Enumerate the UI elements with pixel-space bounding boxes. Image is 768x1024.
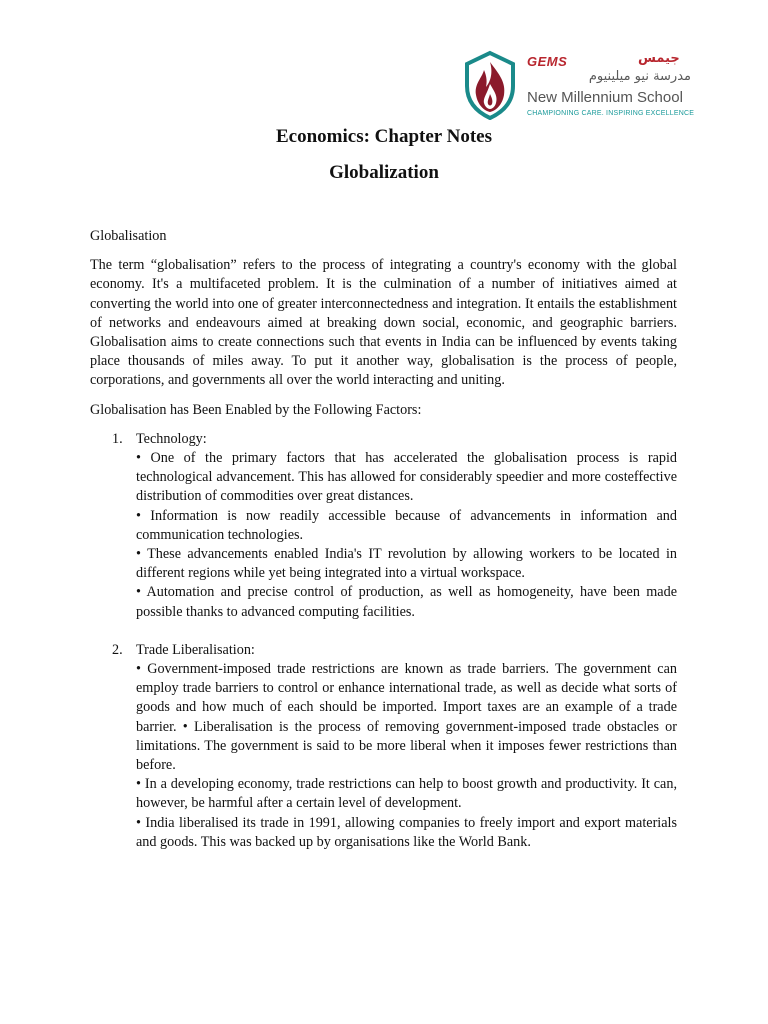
- logo-brand-arabic: جيمس: [638, 51, 680, 66]
- bullet-point: • Government-imposed trade restrictions are known as trade barriers. The government can employ trade barriers to control or enhance international trade, as well as decide what sorts of goods and how much of each should be imported. Import taxes are an example of a trade barrier. • Liberalisation is the process of removing government-imposed trade obstacles or limitations. The government is said to be more liberal when it imposes fewer restrictions than before.: [136, 661, 677, 774]
- factor-number: 2.: [112, 641, 123, 658]
- factor-title: Technology:: [136, 430, 207, 447]
- bullet-point: • One of the primary factors that has accelerated the globalisation process is rapid technological advancement. This has allowed for considerably speedier and more costeffective distribution of commodities over great distances.: [136, 450, 677, 505]
- factors-heading: Globalisation has Been Enabled by the Following Factors:: [90, 401, 422, 418]
- document-body: [90, 227, 677, 852]
- bullet-point: • In a developing economy, trade restrictions can help to boost growth and productivity. It can, however, be harmful after a certain level of development.: [136, 776, 677, 812]
- factor-item-technology: [90, 430, 677, 622]
- section-label: Globalisation: [90, 228, 167, 244]
- factors-list: [90, 430, 677, 852]
- intro-paragraph: The term “globalisation” refers to the process of integrating a country's economy with the global economy. It's a multifaceted problem. It is the culmination of a number of initiatives aimed at converting the world into one of greater interconnectedness and integration. It entails the establishment of networks and endeavours aimed at breaking down social, economic, and geographic barriers. Globalisation aims to create connections such that events in India can be influenced by events taking place thousands of miles away. To put it another way, globalisation is the process of people, corporations, and governments all over the world interacting and uniting.: [90, 257, 677, 389]
- logo-school-arabic: مدرسة نيو ميلينيوم: [588, 69, 691, 84]
- bullet-point: • Information is now readily accessible because of advancements in information and communication technologies.: [136, 507, 677, 543]
- flame-shield-icon: [460, 50, 520, 120]
- document-subtitle: Globalization: [329, 162, 439, 183]
- factor-number: 1.: [112, 430, 123, 447]
- logo-school-name: New Millennium School: [527, 89, 683, 106]
- bullet-point: • Automation and precise control of production, as well as homogeneity, have been made possible thanks to advanced computing facilities.: [136, 584, 677, 620]
- logo-brand: GEMS: [527, 54, 568, 69]
- logo-tagline: CHAMPIONING CARE. INSPIRING EXCELLENCE: [527, 110, 695, 117]
- factor-item-trade-liberalisation: [90, 641, 677, 852]
- factor-title: Trade Liberalisation:: [136, 641, 255, 658]
- document-title: Economics: Chapter Notes: [275, 126, 492, 147]
- school-logo: [460, 50, 700, 122]
- bullet-point: • India liberalised its trade in 1991, allowing companies to freely import and export materials and goods. This was backed up by organisations like the World Bank.: [136, 814, 677, 850]
- bullet-point: • These advancements enabled India's IT revolution by allowing workers to be located in different regions while yet being integrated into a virtual workspace.: [136, 546, 677, 582]
